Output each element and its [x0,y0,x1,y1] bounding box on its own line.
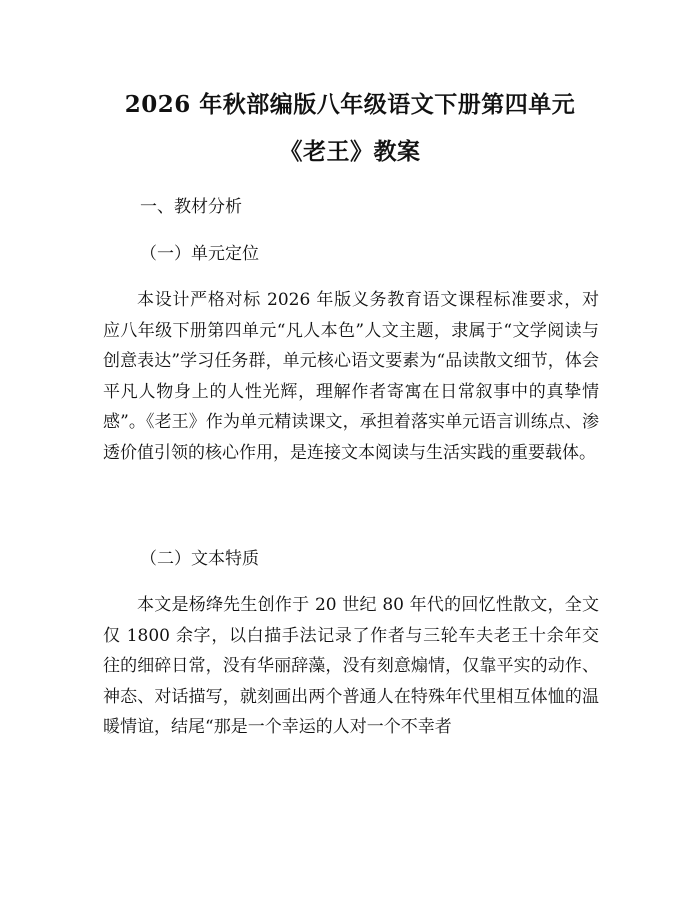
paragraph-unit-positioning: 本设计严格对标 2026 年版义务教育语文课程标准要求，对应八年级下册第四单元“凡人本色”人文主题，隶属于“文学阅读与创意表达”学习任务群，单元核心语文要素为“品读散文细节，体会平凡人物身上的人性光辉，理解作者寄寓在日常叙事中的真挚情感”。《老王》作为单元精读课文，承担着落实单元语言训练点、渗透价值引领的核心作用，是连接文本阅读与生活实践的重要载体。 [103,290,599,463]
document-title-line-2: 《老王》教案 [279,138,421,165]
paragraph-text-characteristics: 本文是杨绛先生创作于 20 世纪 80 年代的回忆性散文，全文仅 1800 余字，以白描手法记录了作者与三轮车夫老王十余年交往的细碎日常，没有华丽辞藻，没有刻意煽情，仅靠平实的动作、神态、对话描写，就刻画出两个普通人在特殊年代里相互体恤的温暖情谊，结尾“那是一个幸运的人对一个不幸者 [103,595,599,738]
section-heading-teaching-material-analysis: 一、教材分析 [140,197,242,217]
subsection-heading-text-characteristics: （二）文本特质 [140,549,259,569]
document-title-line-1: 2026 年秋部编版八年级语文下册第四单元 [124,91,576,118]
subsection-heading-unit-positioning: （一）单元定位 [140,244,259,264]
